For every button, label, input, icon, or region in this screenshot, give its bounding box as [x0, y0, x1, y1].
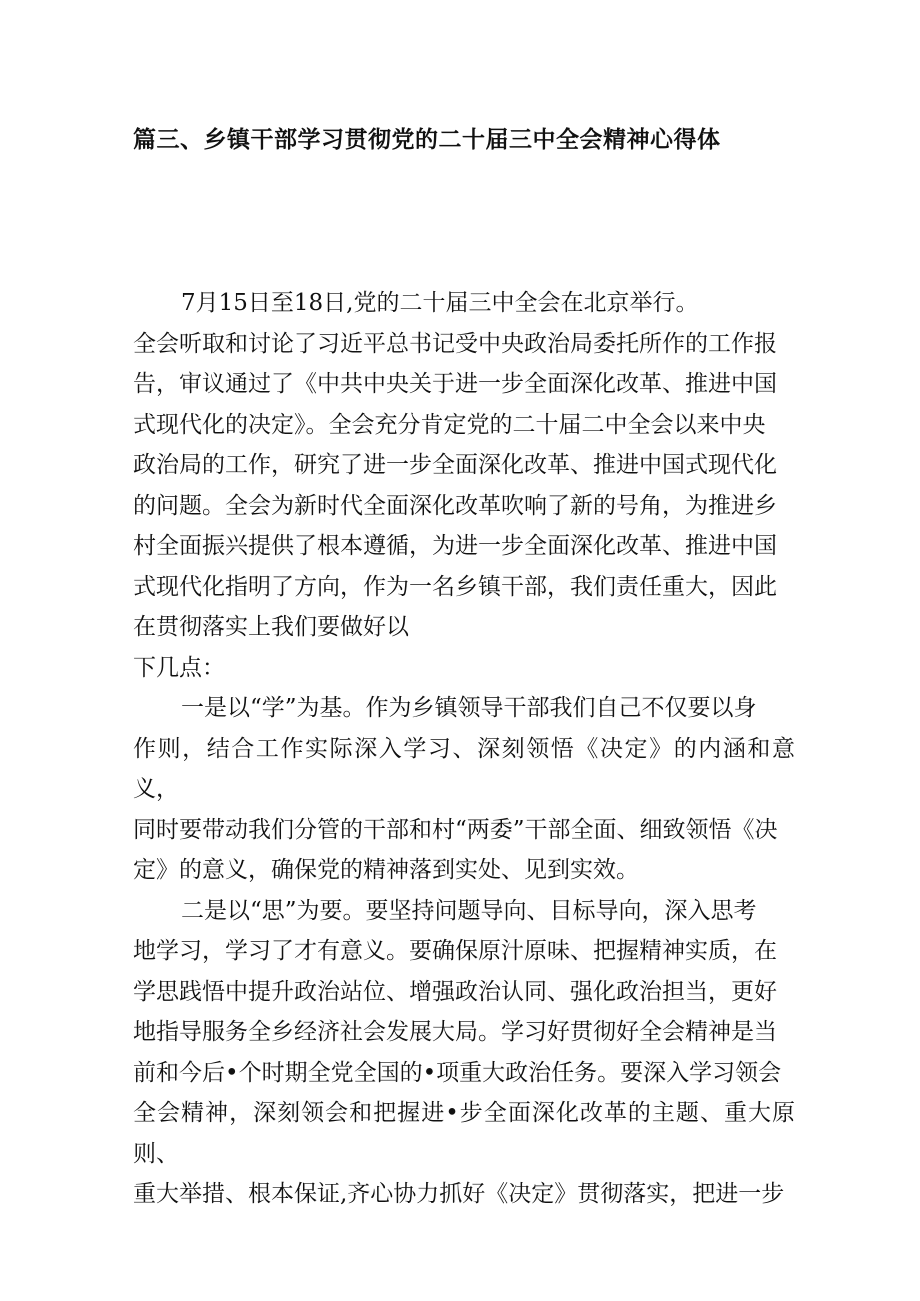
text-line: 定》的意义，确保党的精神落到实处、见到实效。: [133, 857, 639, 883]
text-line: 全会听取和讨论了习近平总书记受中央政治局委托所作的工作报: [133, 330, 777, 357]
text-line: 7月15日至18日,党的二十届三中全会在北京举行。: [181, 290, 699, 316]
text-line: 作则，结合工作实际深入学习、深刻领悟《决定》的内涵和意义，: [133, 735, 795, 802]
text-line: 全会精神，深刻领会和把握进•步全面深化改革的主题、重大原则、: [133, 1100, 795, 1167]
text-line: 地指导服务全乡经济社会发展大局。学习好贯彻好全会精神是当: [133, 1019, 777, 1045]
paragraph-intro: [133, 283, 795, 688]
text-line: 式现代化的决定》。全会充分肯定党的二十届二中全会以来中央: [133, 411, 766, 438]
text-line: 学思践悟中提升政治站位、增强政治认同、强化政治担当，更好: [133, 978, 777, 1005]
document-body: [133, 283, 795, 1215]
text-line: 式现代化指明了方向，作为一名乡镇干部，我们责任重大，因此: [133, 573, 777, 600]
text-line: 村全面振兴提供了根本遵循，为进一步全面深化改革、推进中国: [133, 533, 777, 559]
text-line: 下几点：: [133, 654, 225, 681]
paragraph-think: [133, 891, 795, 1215]
text-line: 的问题。全会为新时代全面深化改革吹响了新的号角，为推进乡: [133, 492, 777, 519]
text-line: 地学习，学习了才有意义。要确保原汁原味、把握精神实质，在: [133, 938, 777, 964]
document-title: 篇三、乡镇干部学习贯彻党的二十届三中全会精神心得体: [133, 127, 721, 153]
text-line: 二是以“思”为要。要坚持问题导向、目标导向，深入思考: [181, 897, 757, 924]
text-line: 告，审议通过了《中共中央关于进一步全面深化改革、推进中国: [133, 371, 777, 397]
text-line: 一是以“学”为基。作为乡镇领导干部我们自己不仅要以身: [181, 695, 757, 721]
text-line: 在贯彻落实上我们要做好以: [133, 614, 409, 640]
text-line: 同时要带动我们分管的干部和村“两委”干部全面、细致领悟《决: [133, 816, 778, 843]
paragraph-study: [133, 688, 795, 891]
text-line: 政治局的工作，研究了进一步全面深化改革、推进中国式现代化: [133, 452, 777, 478]
text-line: 前和今后•个时期全党全国的•项重大政治任务。要深入学习领会: [133, 1059, 782, 1086]
text-line: 重大举措、根本保证,齐心协力抓好《决定》贯彻落实，把进一步: [133, 1181, 785, 1207]
